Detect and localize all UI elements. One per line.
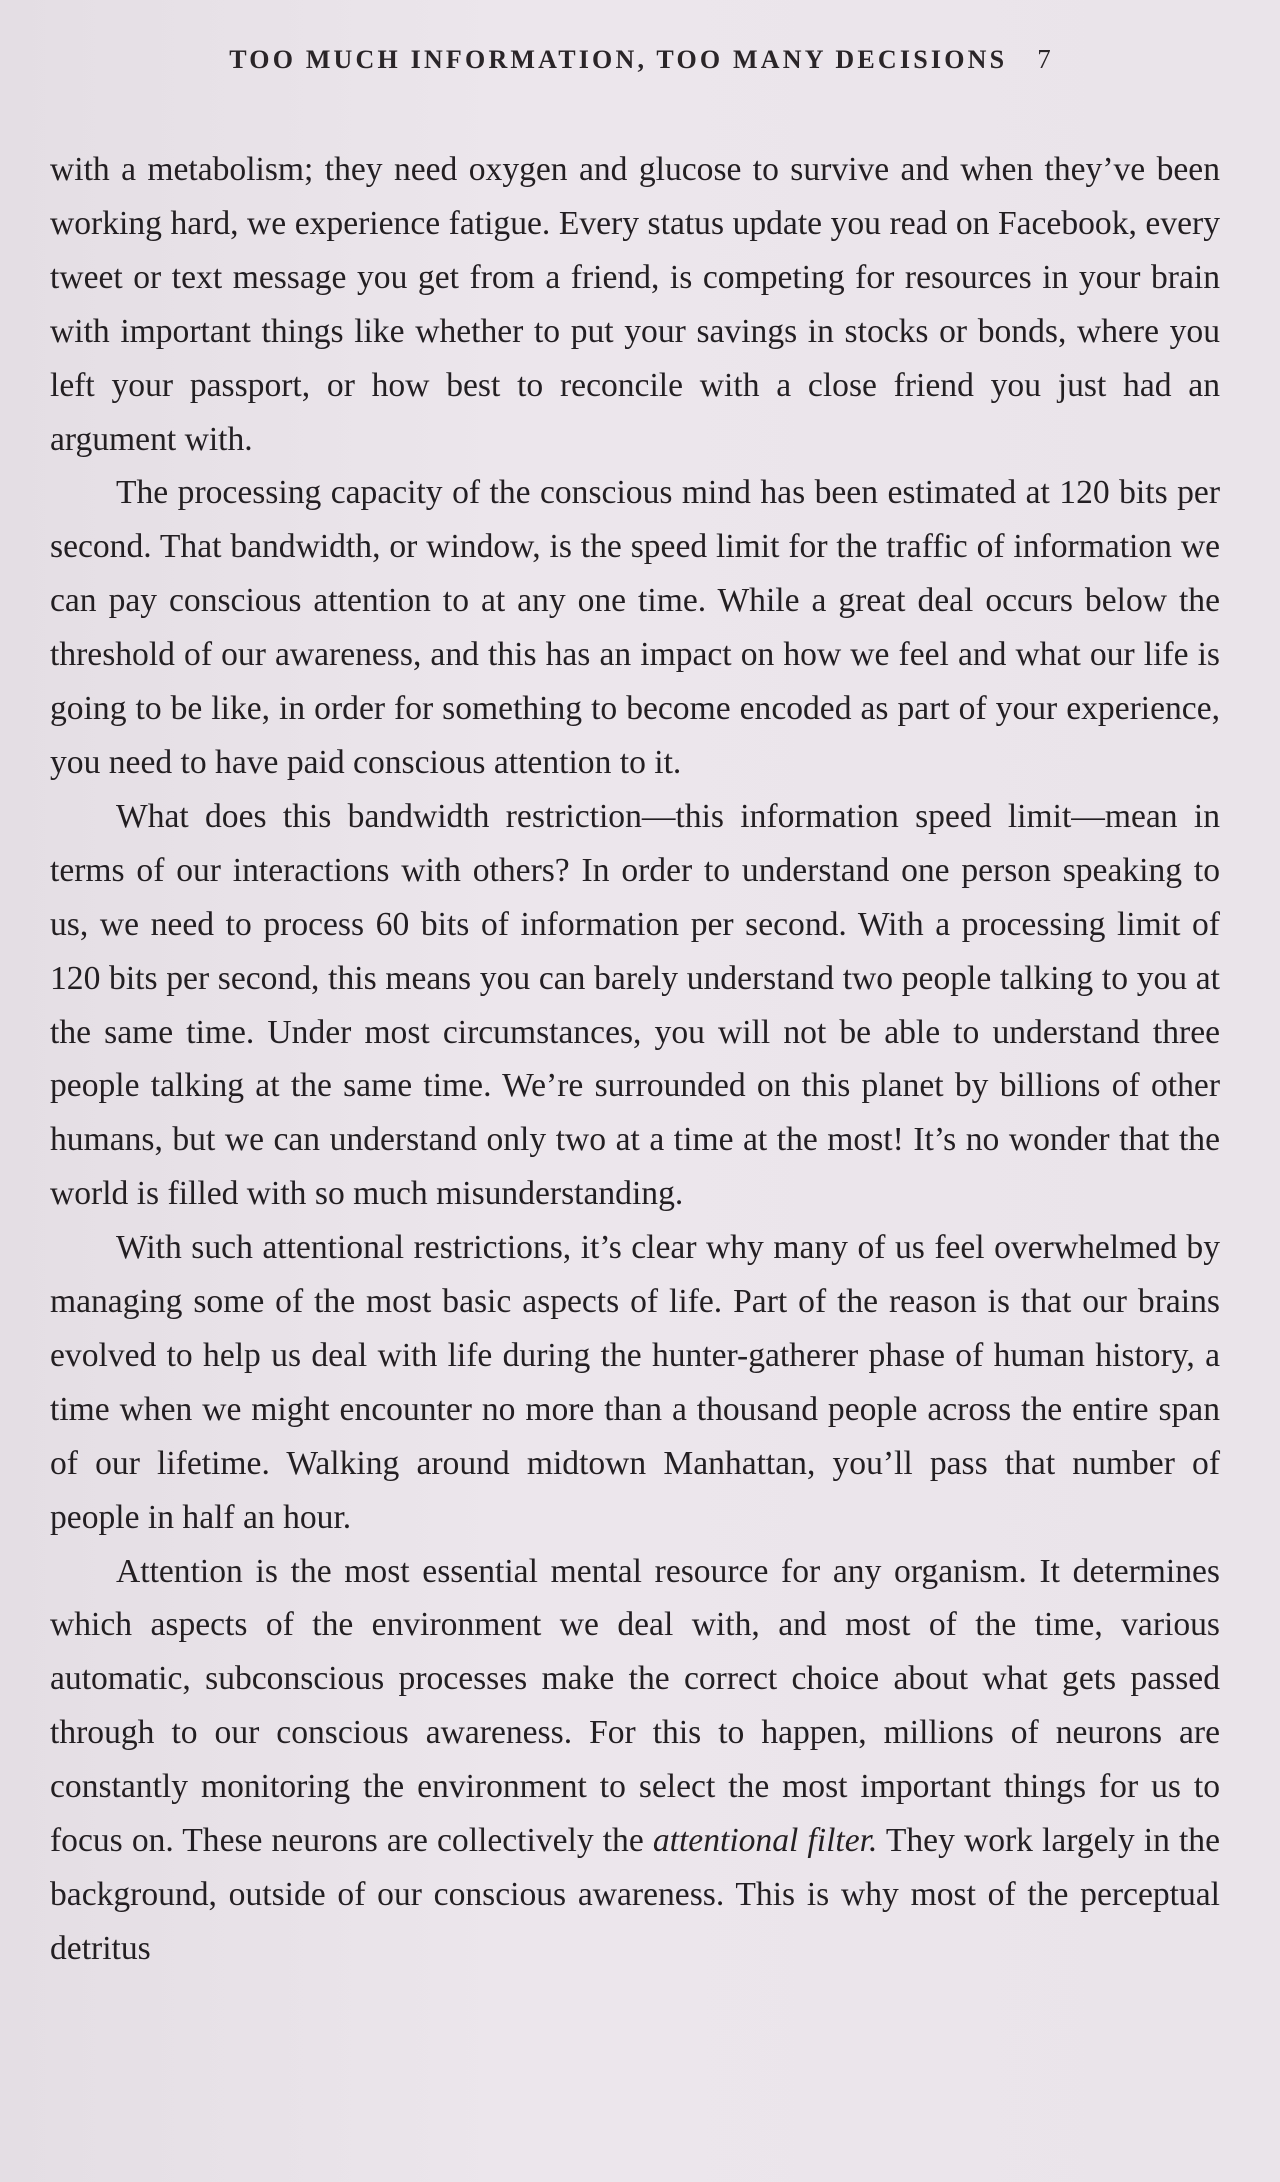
chapter-title: TOO MUCH INFORMATION, TOO MANY DECISIONS (229, 45, 1008, 74)
paragraph-5 (50, 1545, 1220, 1976)
paragraph-4: With such attentional restrictions, it’s clear why many of us feel overwhelmed by managing some of the most basic aspects of life. Part of the reason is that our brains evolved to help us deal with life during the hunter-gatherer phase of human history, a time when we might encounter no more than a thousand people across the entire span of our lifetime. Walking around midtown Manhattan, you’ll pass that number of people in half an hour. (50, 1229, 1220, 1536)
attentional-filter-term: attentional filter. (652, 1822, 878, 1860)
paragraph-3: What does this bandwidth restriction—this information speed limit—mean in terms of our interactions with others? In order to understand one person speaking to us, we need to process 60 bits of information per second. With a processing limit of 120 bits per second, this means you can barely understand two people talking to you at the same time. Under most circumstances, you will not be able to understand three people talking at the same time. We’re surrounded on this planet by billions of other humans, but we can understand only two at a time at the most! It’s no wonder that the world is filled with so much misunderstanding. (50, 797, 1220, 1213)
paragraph-2: The processing capacity of the conscious mind has been estimated at 120 bits per second. That bandwidth, or window, is the speed limit for the traffic of information we can pay conscious attention to at any one time. While a great deal occurs below the threshold of our awareness, and this has an impact on how we feel and what our life is going to be like, in order for something to become encoded as part of your experience, you need to have paid conscious attention to it. (50, 474, 1220, 781)
running-head (0, 44, 1280, 75)
page-number: 7 (1037, 44, 1051, 74)
body-text (50, 143, 1220, 1976)
paragraph-5-text-end: They work largely in the background, outside of our conscious awareness. This is why most of the perceptual detritus (50, 1822, 1220, 1967)
paragraph-1: with a metabolism; they need oxygen and glucose to survive and when they’ve been working hard, we experience fatigue. Every status update you read on Facebook, every tweet or text message you get from a friend, is competing for resources in your brain with important things like whether to put your savings in stocks or bonds, where you left your passport, or how best to reconcile with a close friend you just had an argument with. (50, 151, 1220, 458)
paragraph-5-text-start: Attention is the most essential mental resource for any organism. It determines which aspects of the environment we deal with, and most of the time, various automatic, subconscious processes make the correct choice about what gets passed through to our conscious awareness. For this to happen, millions of neurons are constantly monitoring the environment to select the most important things for us to focus on. These neurons are collectively the (50, 1552, 1220, 1860)
